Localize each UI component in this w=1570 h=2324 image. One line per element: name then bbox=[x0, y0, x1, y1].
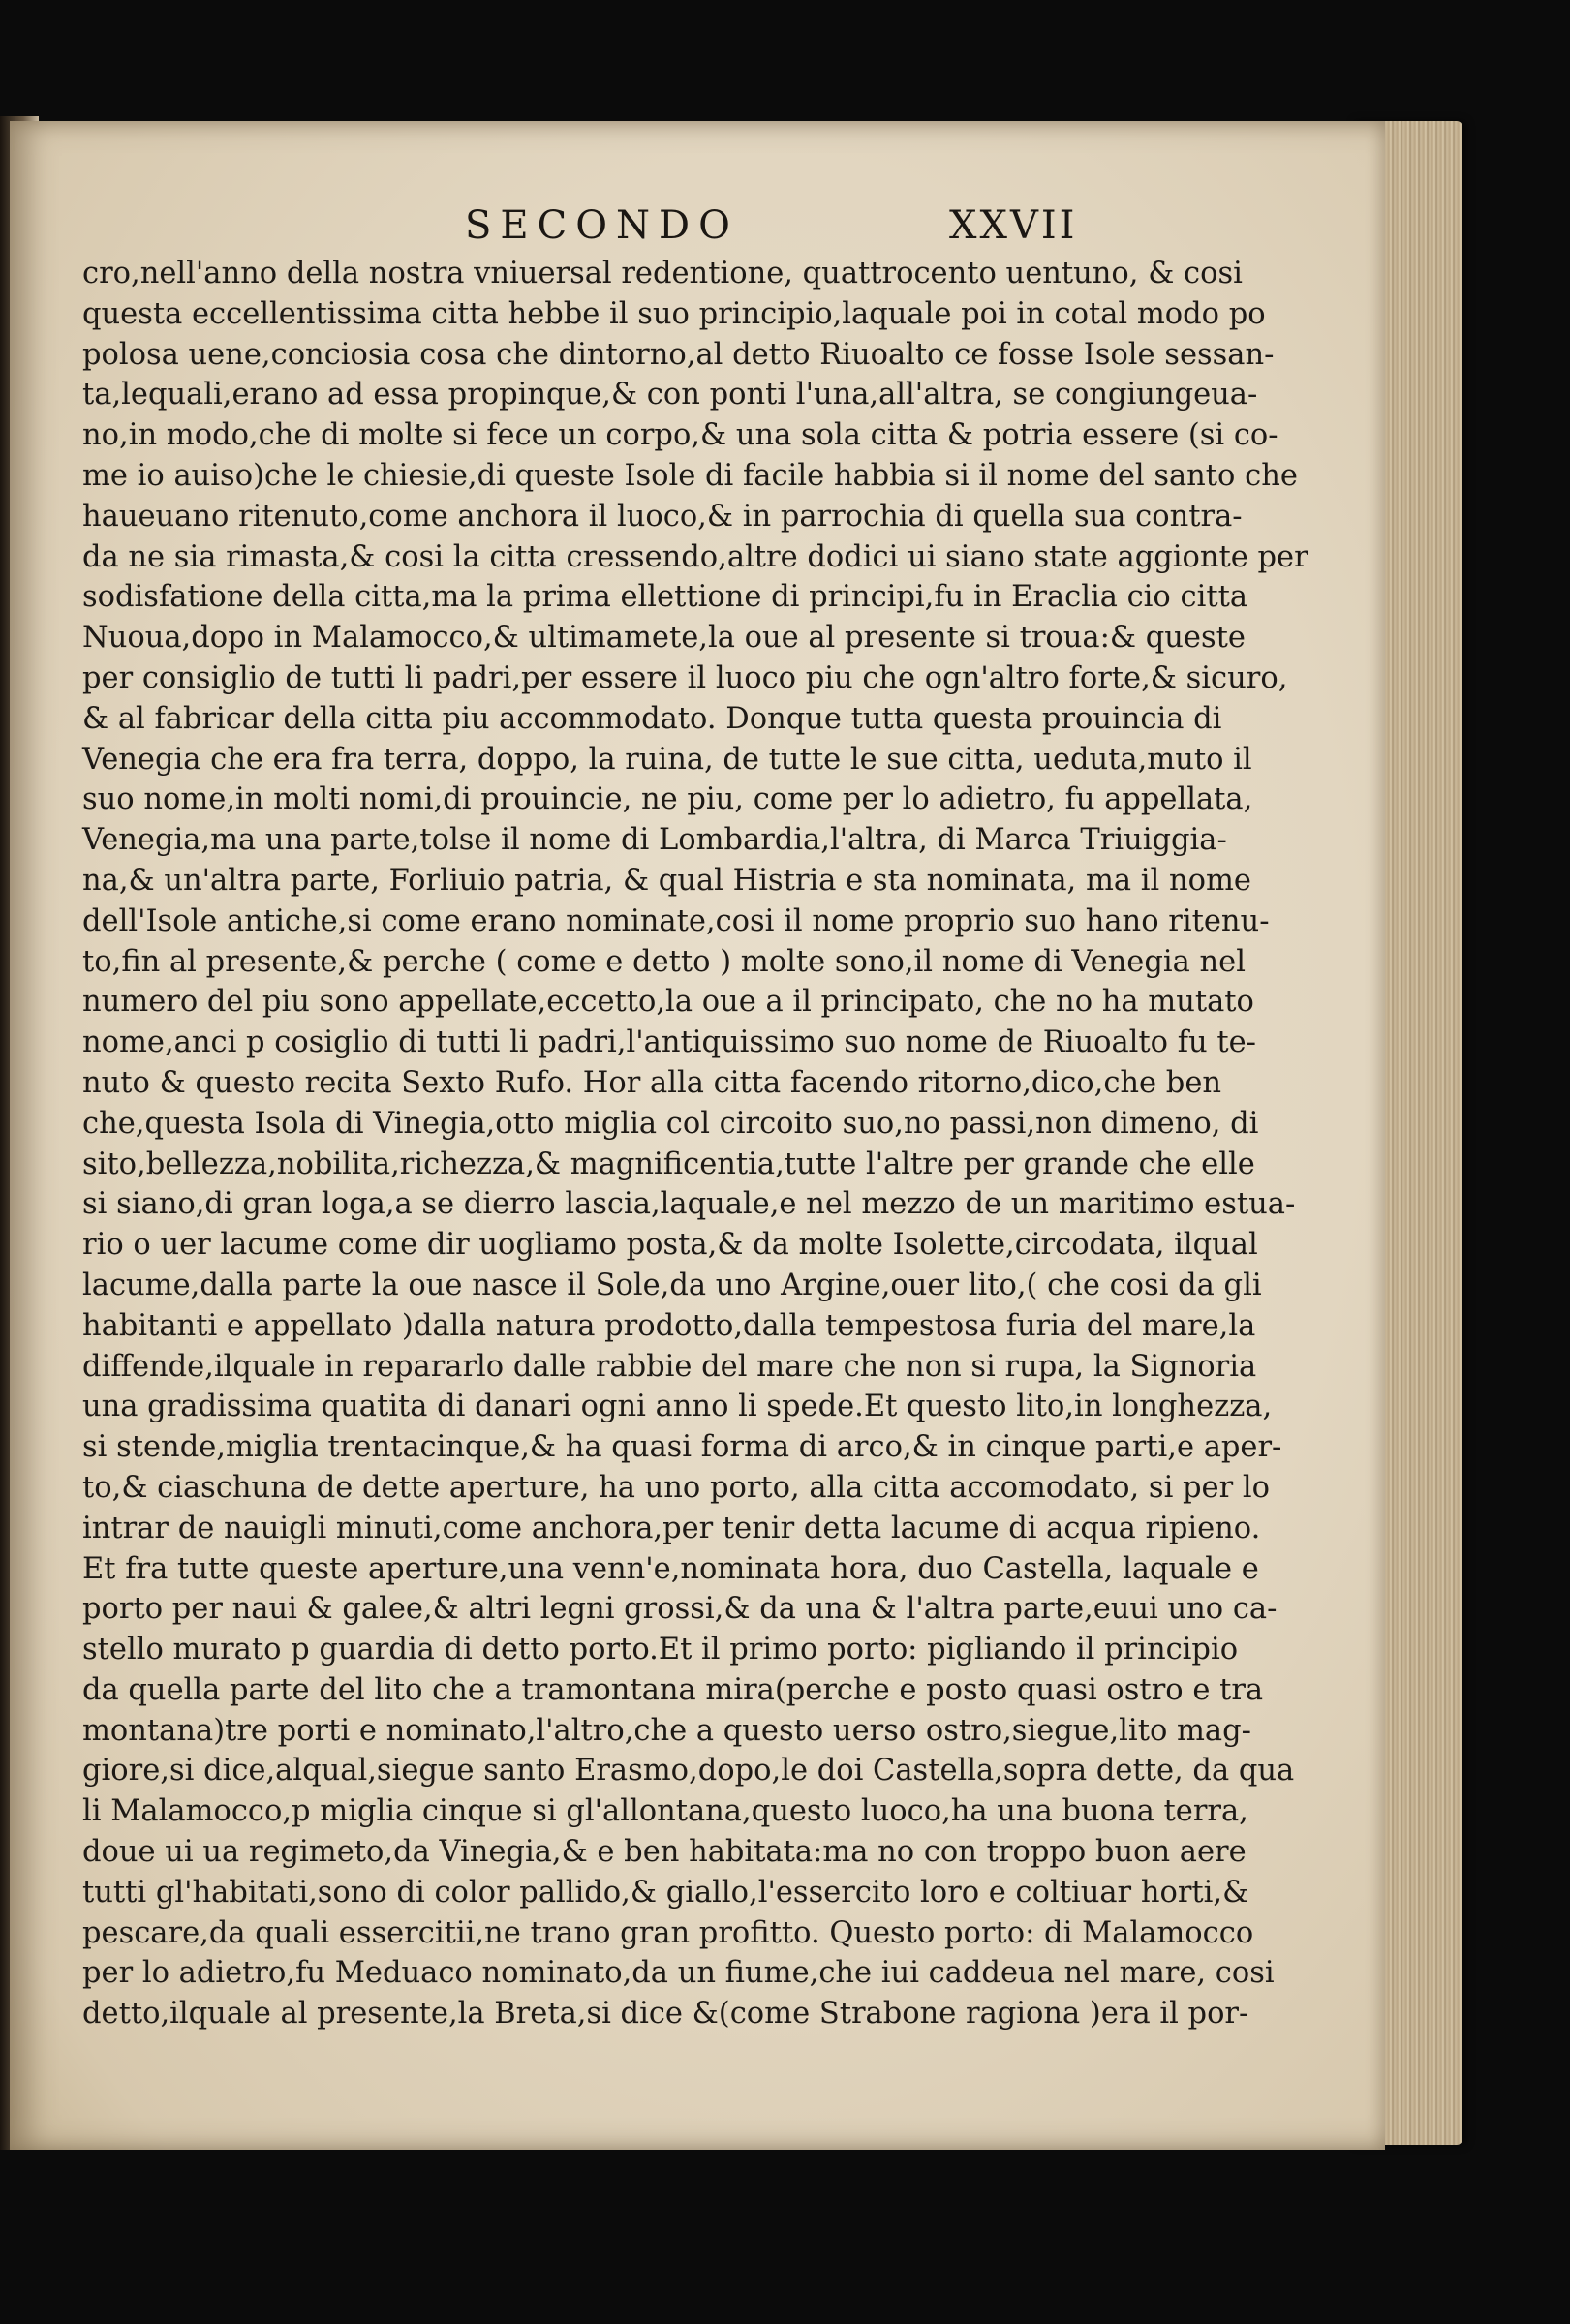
text-line: sodisfatione della citta,ma la prima ellettione di principi,fu in Eraclia cio citta bbox=[82, 580, 1248, 615]
text-line: ta,lequali,erano ad essa propinque,& con ponti l'una,all'altra, se congiungeua- bbox=[82, 378, 1258, 413]
text-line: si siano,di gran loga,a se dierro lascia,laquale,e nel mezzo de un maritimo estua- bbox=[82, 1187, 1296, 1222]
text-line: intrar de nauigli minuti,come anchora,per tenir detta lacume di acqua ripieno. bbox=[82, 1511, 1261, 1545]
text-line: per lo adietro,fu Meduaco nominato,da un fiume,che iui caddeua nel mare, cosi bbox=[82, 1956, 1275, 1991]
text-line: nome,anci p cosiglio di tutti li padri,l'antiquissimo suo nome de Riuoalto fu te- bbox=[82, 1025, 1256, 1060]
text-line: da ne sia rimasta,& cosi la citta cressendo,altre dodici ui siano state aggionte per bbox=[82, 539, 1308, 574]
text-line: tutti gl'habitati,sono di color pallido,& giallo,l'essercito loro e coltiuar horti,& bbox=[82, 1875, 1249, 1910]
text-line: rio o uer lacume come dir uogliamo posta,& da molte Isolette,circodata, ilqual bbox=[82, 1228, 1258, 1263]
text-line: diffende,ilquale in repararlo dalle rabbie del mare che non si rupa, la Signoria bbox=[82, 1349, 1257, 1384]
body-text bbox=[82, 254, 1308, 2034]
text-line: dell'Isole antiche,si come erano nominate,cosi il nome proprio suo hano ritenu- bbox=[82, 903, 1270, 938]
folio-number: XXVII bbox=[949, 203, 1078, 248]
text-line: Venegia che era fra terra, doppo, la ruina, de tutte le sue citta, ueduta,muto il bbox=[82, 742, 1252, 777]
text-line: giore,si dice,alqual,siegue santo Erasmo,dopo,le doi Castella,sopra dette, da qua bbox=[82, 1754, 1295, 1789]
text-line: na,& un'altra parte, Forliuio patria, & qual Histria e sta nominata, ma il nome bbox=[82, 863, 1251, 898]
text-line: pescare,da quali essercitii,ne trano gran profitto. Questo porto: di Malamocco bbox=[82, 1915, 1254, 1950]
text-line: sito,bellezza,nobilita,richezza,& magnificentia,tutte l'altre per grande che elle bbox=[82, 1147, 1255, 1181]
text-line: nuto & questo recita Sexto Rufo. Hor alla citta facendo ritorno,dico,che ben bbox=[82, 1065, 1222, 1100]
text-line: Venegia,ma una parte,tolse il nome di Lombardia,l'altra, di Marca Triuiggia- bbox=[82, 823, 1227, 858]
text-line: suo nome,in molti nomi,di prouincie, ne piu, come per lo adietro, fu appellata, bbox=[82, 782, 1253, 817]
text-line: Et fra tutte queste aperture,una venn'e,nominata hora, duo Castella, laquale e bbox=[82, 1551, 1259, 1586]
text-line: per consiglio de tutti li padri,per essere il luoco piu che ogn'altro forte,& sicuro, bbox=[82, 660, 1288, 695]
text-line: questa eccellentissima citta hebbe il suo principio,laquale poi in cotal modo po bbox=[82, 296, 1266, 331]
text-line: da quella parte del lito che a tramontana mira(perche e posto quasi ostro e tra bbox=[82, 1672, 1264, 1707]
text-line: li Malamocco,p miglia cinque si gl'allontana,questo luoco,ha una buona terra, bbox=[82, 1794, 1248, 1829]
text-line: no,in modo,che di molte si fece un corpo,& una sola citta & potria essere (si co- bbox=[82, 418, 1278, 453]
text-line: che,questa Isola di Vinegia,otto miglia col circoito suo,no passi,non dimeno, di bbox=[82, 1106, 1259, 1141]
text-line: polosa uene,conciosia cosa che dintorno,al detto Riuoalto ce fosse Isole sessan- bbox=[82, 337, 1275, 372]
running-head: SECONDO bbox=[465, 203, 739, 248]
text-line: numero del piu sono appellate,eccetto,la oue a il principato, che no ha mutato bbox=[82, 985, 1254, 1020]
text-line: haueuano ritenuto,come anchora il luoco,& in parrochia di quella sua contra- bbox=[82, 499, 1243, 534]
text-line: stello murato p guardia di detto porto.Et il primo porto: pigliando il principio bbox=[82, 1633, 1239, 1667]
text-line: doue ui ua regimeto,da Vinegia,& e ben habitata:ma no con troppo buon aere bbox=[82, 1835, 1247, 1870]
text-line: me io auiso)che le chiesie,di queste Isole di facile habbia si il nome del santo che bbox=[82, 458, 1298, 493]
text-line: lacume,dalla parte la oue nasce il Sole,da uno Argine,ouer lito,( che cosi da gli bbox=[82, 1268, 1262, 1302]
text-line: & al fabricar della citta piu accommodato. Donque tutta questa prouincia di bbox=[82, 701, 1222, 736]
text-line: to,& ciaschuna de dette aperture, ha uno porto, alla citta accomodato, si per lo bbox=[82, 1470, 1271, 1505]
text-line: detto,ilquale al presente,la Breta,si dice &(come Strabone ragiona )era il por- bbox=[82, 1997, 1249, 2032]
text-line: cro,nell'anno della nostra vniuersal redentione, quattrocento uentuno, & cosi bbox=[82, 257, 1243, 290]
text-line: una gradissima quatita di danari ogni anno li spede.Et questo lito,in longhezza, bbox=[82, 1390, 1273, 1424]
text-line: to,fin al presente,& perche ( come e detto ) molte sono,il nome di Venegia nel bbox=[82, 944, 1246, 979]
text-line: habitanti e appellato )dalla natura prodotto,dalla tempestosa furia del mare,la bbox=[82, 1308, 1256, 1343]
text-line: si stende,miglia trentacinque,& ha quasi forma di arco,& in cinque parti,e aper- bbox=[82, 1430, 1282, 1465]
text-line: porto per naui & galee,& altri legni grossi,& da una & l'altra parte,euui uno ca- bbox=[82, 1592, 1278, 1627]
text-line: montana)tre porti e nominato,l'altro,che a questo uerso ostro,siegue,lito mag- bbox=[82, 1713, 1251, 1748]
text-line: Nuoua,dopo in Malamocco,& ultimamete,la oue al presente si troua:& queste bbox=[82, 621, 1246, 656]
page-header bbox=[0, 203, 1570, 261]
